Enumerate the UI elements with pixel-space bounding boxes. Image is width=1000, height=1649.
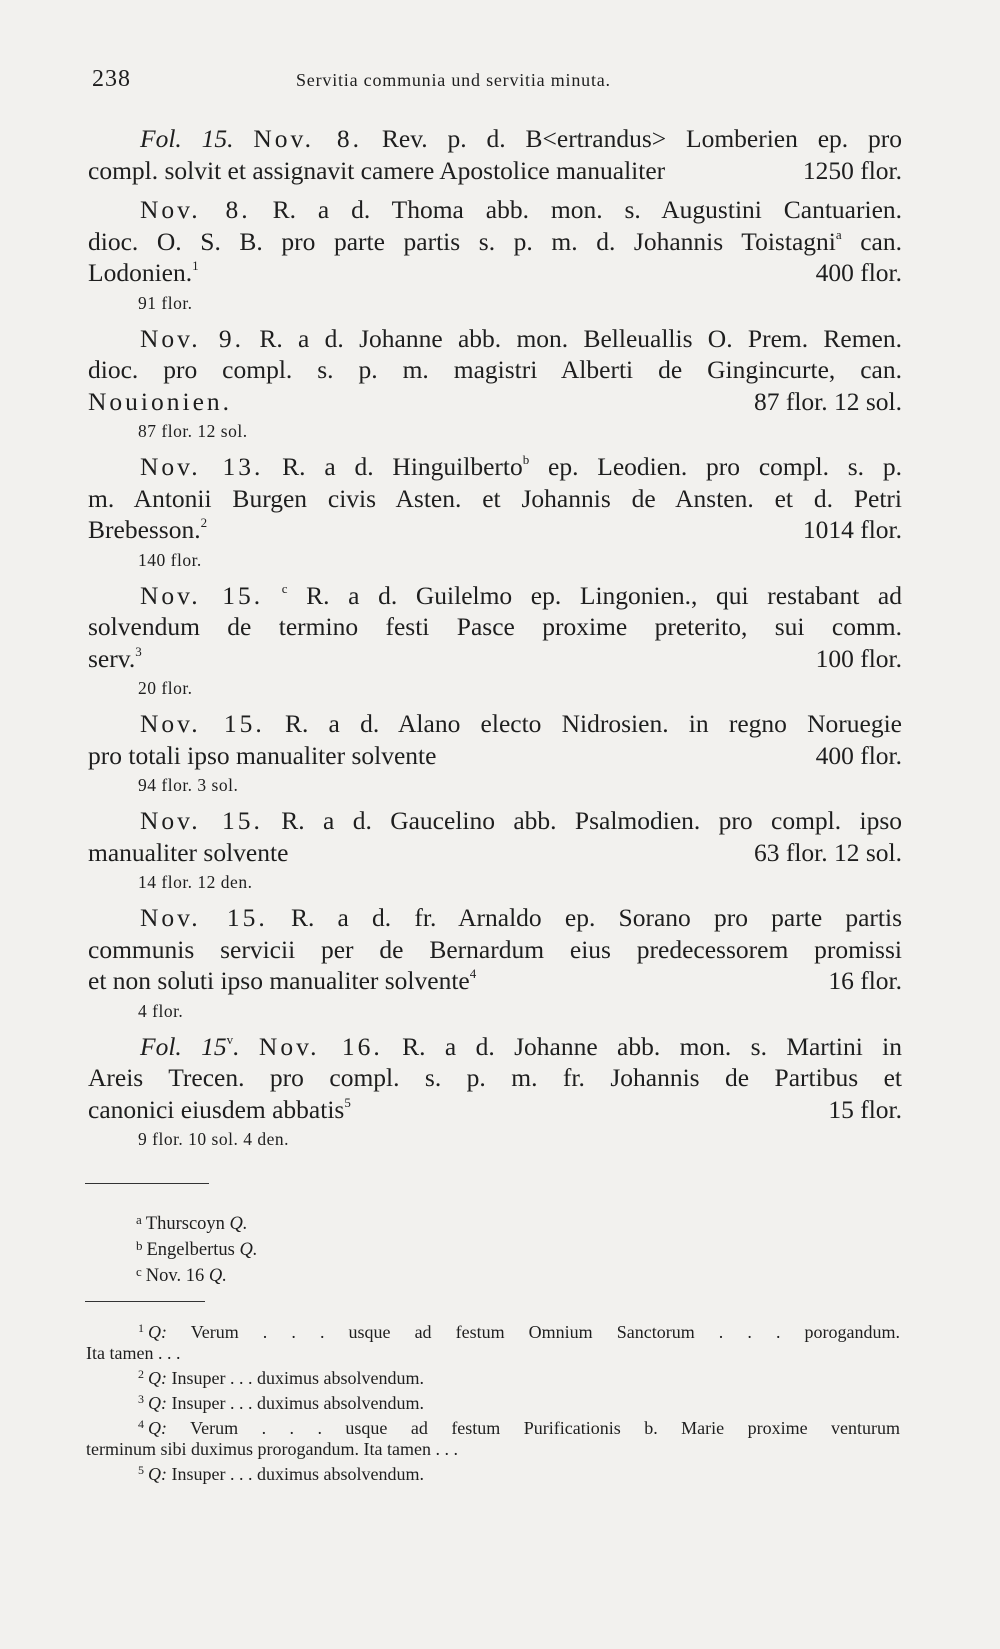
footnote bbox=[86, 1460, 900, 1485]
footnote-text: Insuper . . . duximus absolvendum. bbox=[171, 1464, 424, 1484]
payment-amount: 15 flor. bbox=[828, 1094, 902, 1124]
ledger-entry bbox=[88, 1031, 902, 1152]
entry-text-segment: R. a d. Thoma abb. mon. s. Augustini Cantuarien. bbox=[272, 195, 903, 224]
ledger-entry bbox=[88, 902, 902, 1023]
footnote-continuation: terminum sibi duximus prorogandum. Ita tamen . . . bbox=[86, 1439, 458, 1459]
entry-text-segment: solvendum de termino festi Pasce proxime preterito, sui comm. bbox=[88, 612, 902, 641]
page-header bbox=[92, 66, 902, 96]
entry-text-segment: compl. solvit et assignavit camere Apostolice manualiter bbox=[88, 155, 666, 185]
footnote-text: Verum . . . usque ad festum Omnium Sanctorum . . . porogandum. bbox=[190, 1322, 900, 1342]
folio-verso-mark: v bbox=[226, 1031, 234, 1047]
source-siglum: Q: bbox=[148, 1368, 167, 1388]
entry-date: Nov. 8. bbox=[253, 124, 363, 153]
ledger-entry bbox=[88, 805, 902, 894]
entry-line bbox=[88, 805, 902, 837]
footnote-number: 5 bbox=[138, 1463, 144, 1477]
entry-text bbox=[140, 1032, 902, 1061]
variant-notes-rule bbox=[85, 1183, 209, 1184]
entry-text bbox=[140, 195, 902, 224]
entry-line bbox=[88, 155, 902, 187]
entry-text bbox=[88, 355, 902, 384]
ledger-entry bbox=[88, 194, 902, 315]
entry-text-segment: R. a d. Gaucelino abb. Psalmodien. pro compl. ipso bbox=[281, 806, 903, 835]
folio-ref-end: . bbox=[233, 1031, 240, 1061]
entry-text bbox=[140, 452, 902, 481]
entry-text bbox=[88, 643, 142, 675]
entry-line bbox=[88, 580, 902, 612]
entry-text-segment: manualiter solvente bbox=[88, 837, 289, 867]
running-title: Servitia communia und servitia minuta. bbox=[296, 70, 611, 90]
entry-text-segment: Rev. p. d. B<ertrandus> Lomberien ep. pro bbox=[381, 124, 903, 153]
entry-text bbox=[88, 227, 902, 256]
variant-note bbox=[136, 1207, 258, 1233]
entry-line bbox=[88, 611, 902, 643]
payment-amount: 400 flor. bbox=[815, 740, 902, 770]
footnote-number: 4 bbox=[138, 1417, 144, 1431]
entry-text-segment: Lodonien. bbox=[88, 258, 193, 287]
entry-line bbox=[88, 226, 902, 258]
footnote bbox=[86, 1318, 900, 1364]
payment-amount: 1250 flor. bbox=[802, 155, 902, 185]
entry-text-segment: R. a d. Alano electo Nidrosien. in regno Noruegie bbox=[284, 709, 903, 738]
entry-text-segment: pro totali ipso manualiter solvente bbox=[88, 740, 437, 770]
entry-line bbox=[88, 514, 902, 546]
entry-date: Nov. 16. bbox=[258, 1031, 383, 1061]
note-marker: 1 bbox=[192, 258, 199, 273]
servitia-minuta-amount: 140 flor. bbox=[138, 549, 202, 570]
source-siglum: Q. bbox=[208, 1266, 227, 1286]
variant-note-mark: b bbox=[136, 1238, 143, 1253]
note-marker: 2 bbox=[200, 515, 208, 530]
note-marker: 4 bbox=[469, 966, 477, 981]
entry-text-segment: m. Antonii Burgen civis Asten. et Johannis de Ansten. et d. Petri bbox=[88, 483, 902, 513]
entry-date: Nov. 15. bbox=[140, 709, 265, 738]
entry-text bbox=[88, 935, 902, 964]
entry-line bbox=[88, 837, 902, 869]
entry-line bbox=[88, 354, 902, 386]
ledger-entry bbox=[88, 451, 902, 572]
footnote-line bbox=[86, 1364, 900, 1389]
footnote-line bbox=[86, 1389, 900, 1414]
entry-date: Nov. 15. bbox=[140, 903, 268, 932]
folio-ref: Fol. 15 bbox=[140, 1031, 227, 1061]
source-siglum: Q: bbox=[148, 1393, 167, 1413]
entry-line bbox=[88, 1031, 902, 1063]
entry-line bbox=[88, 1094, 902, 1126]
entry-text-segment: dioc. pro compl. s. p. m. magistri Alberti de Gingincurte, can. bbox=[88, 355, 902, 384]
ledger-entry bbox=[88, 580, 902, 701]
entry-text-segment: can. bbox=[841, 226, 902, 256]
entry-line bbox=[88, 902, 902, 934]
entry-line bbox=[88, 708, 902, 740]
variant-note-mark: c bbox=[136, 1264, 142, 1279]
ledger-entry bbox=[88, 708, 902, 797]
entry-text-segment: et non soluti ipso manualiter solvente bbox=[88, 966, 470, 995]
source-siglum: Q: bbox=[148, 1322, 167, 1342]
entry-line bbox=[88, 1062, 902, 1094]
entry-text bbox=[88, 514, 207, 546]
payment-amount: 63 flor. 12 sol. bbox=[753, 837, 902, 867]
entry-text bbox=[88, 257, 199, 289]
footnote-number: 2 bbox=[138, 1367, 144, 1381]
footnotes-rule bbox=[85, 1301, 205, 1302]
entry-text bbox=[88, 386, 232, 418]
entry-text bbox=[140, 903, 902, 932]
note-marker: 5 bbox=[344, 1094, 351, 1110]
payment-amount: 400 flor. bbox=[815, 258, 902, 287]
entry-text bbox=[140, 124, 902, 153]
footnote bbox=[86, 1389, 900, 1414]
servitia-minuta-amount: 9 flor. 10 sol. 4 den. bbox=[138, 1129, 289, 1149]
entry-text bbox=[140, 581, 902, 610]
variant-note bbox=[136, 1259, 258, 1285]
entry-text bbox=[140, 709, 902, 738]
entry-text-segment: Areis Trecen. pro compl. s. p. m. fr. Johannis de Partibus et bbox=[88, 1063, 902, 1092]
entry-text-segment: R. a d. Johanne abb. mon. s. Martini in bbox=[402, 1031, 903, 1061]
source-siglum: Q: bbox=[148, 1418, 167, 1438]
payment-amount: 87 flor. 12 sol. bbox=[753, 386, 902, 416]
entry-text bbox=[88, 965, 476, 997]
note-marker: b bbox=[522, 452, 530, 467]
entry-line bbox=[88, 934, 902, 966]
entry-date: Nov. 13. bbox=[140, 452, 264, 481]
entry-text-segment: R. a d. Hinguilberto bbox=[282, 452, 523, 481]
footnote-text: Insuper . . . duximus absolvendum. bbox=[171, 1368, 424, 1388]
entry-text bbox=[88, 484, 902, 513]
servitia-minuta-amount: 14 flor. 12 den. bbox=[138, 872, 253, 892]
variant-note-text: Nov. 16 bbox=[145, 1266, 209, 1286]
variant-note-text: Engelbertus bbox=[146, 1240, 240, 1260]
note-marker: c bbox=[281, 580, 288, 596]
entry-text bbox=[88, 155, 665, 187]
entry-text-segment: serv. bbox=[88, 643, 136, 673]
variant-note-text: Thurscoyn bbox=[145, 1214, 230, 1234]
entry-line bbox=[88, 257, 902, 289]
footnotes bbox=[86, 1318, 900, 1485]
entry-text-segment: Brebesson. bbox=[88, 515, 201, 544]
entry-line bbox=[88, 643, 902, 675]
entry-line bbox=[88, 123, 902, 155]
page-number: 238 bbox=[92, 66, 131, 92]
entry-text-segment: ep. Leodien. pro compl. s. p. bbox=[529, 452, 902, 481]
servitia-minuta-amount: 20 flor. bbox=[138, 678, 193, 698]
entry-text bbox=[88, 612, 902, 641]
payment-amount: 100 flor. bbox=[815, 643, 902, 673]
source-siglum: Q. bbox=[229, 1214, 248, 1234]
entry-line bbox=[88, 740, 902, 772]
entry-text bbox=[140, 806, 902, 835]
footnote-number: 1 bbox=[138, 1321, 144, 1335]
entry-text-segment: R. a d. Guilelmo ep. Lingonien., qui restabant ad bbox=[287, 580, 902, 610]
entry-text-segment: R. a d. fr. Arnaldo ep. Sorano pro parte partis bbox=[290, 903, 903, 932]
ledger-entries bbox=[88, 123, 902, 1159]
entry-line bbox=[88, 451, 902, 483]
entry-text bbox=[88, 837, 288, 869]
servitia-minuta-amount: 94 flor. 3 sol. bbox=[138, 775, 239, 795]
servitia-minuta-amount: 4 flor. bbox=[138, 1000, 184, 1021]
entry-text bbox=[88, 740, 436, 772]
footnote-line bbox=[86, 1318, 900, 1343]
entry-text-segment: R. a d. Johanne abb. mon. Belleuallis O. Prem. Remen. bbox=[259, 323, 903, 353]
note-marker: a bbox=[835, 226, 842, 242]
entry-text bbox=[140, 324, 902, 353]
footnote-text: Insuper . . . duximus absolvendum. bbox=[171, 1393, 424, 1413]
entry-line bbox=[88, 965, 902, 997]
note-marker: 3 bbox=[135, 643, 142, 659]
entry-text-segment: communis servicii per de Bernardum eius predecessorem promissi bbox=[88, 934, 902, 964]
ledger-entry bbox=[88, 123, 902, 186]
footnote-continuation: Ita tamen . . . bbox=[86, 1343, 181, 1363]
footnote-line bbox=[86, 1414, 900, 1439]
entry-date: Nov. 9. bbox=[140, 323, 245, 353]
entry-date: Nov. 8. bbox=[140, 195, 251, 224]
entry-line bbox=[88, 194, 902, 226]
payment-amount: 16 flor. bbox=[828, 966, 902, 995]
source-siglum: Q. bbox=[239, 1240, 258, 1260]
footnote-text: Verum . . . usque ad festum Purificationis b. Marie proxime venturum bbox=[190, 1418, 900, 1438]
entry-text bbox=[88, 1063, 902, 1092]
source-siglum: Q: bbox=[148, 1464, 167, 1484]
variant-notes bbox=[136, 1207, 258, 1285]
entry-date: Nov. 15. bbox=[140, 806, 263, 835]
entry-date: Nouionien. bbox=[88, 386, 233, 416]
entry-line bbox=[88, 483, 902, 515]
footnote-number: 3 bbox=[138, 1392, 144, 1406]
servitia-minuta-amount: 87 flor. 12 sol. bbox=[138, 421, 248, 441]
payment-amount: 1014 flor. bbox=[802, 515, 902, 544]
entry-text-segment: canonici eiusdem abbatis bbox=[88, 1094, 345, 1124]
ledger-entry bbox=[88, 323, 902, 444]
folio-ref: Fol. 15. bbox=[140, 124, 234, 153]
footnote-line bbox=[86, 1460, 900, 1485]
variant-note-mark: a bbox=[136, 1212, 142, 1227]
entry-line bbox=[88, 386, 902, 418]
entry-line bbox=[88, 323, 902, 355]
entry-text bbox=[88, 1094, 351, 1126]
footnote bbox=[86, 1364, 900, 1389]
entry-date: Nov. 15. bbox=[140, 580, 264, 610]
variant-note bbox=[136, 1233, 258, 1259]
footnote bbox=[86, 1414, 900, 1460]
entry-text-segment: dioc. O. S. B. pro parte partis s. p. m. d. Johannis Toistagni bbox=[88, 226, 836, 256]
servitia-minuta-amount: 91 flor. bbox=[138, 292, 193, 313]
